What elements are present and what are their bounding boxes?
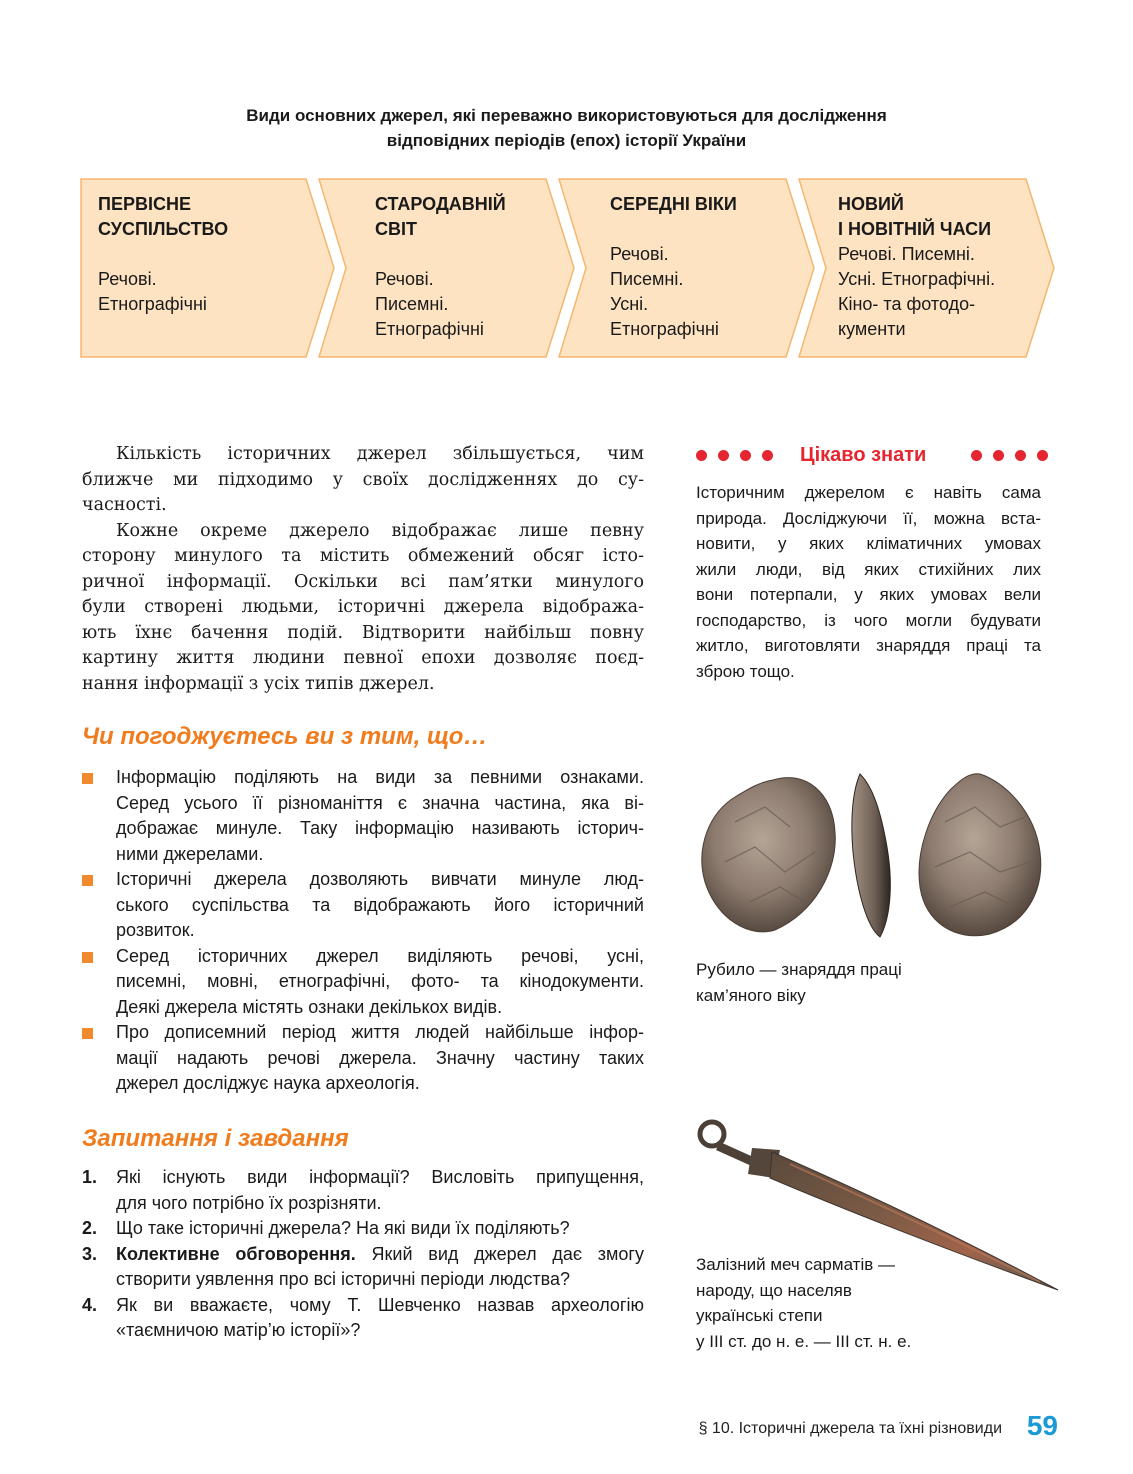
body-paragraphs: [82, 442, 644, 697]
fact-heading: [696, 441, 1058, 471]
questions-list: [82, 1165, 644, 1344]
square-bullet-icon: [82, 952, 93, 963]
list-item: Інформацію поділяють на види за певними ознаками. Серед усього її різноманіття є значна частина, яка ві- дображає минуле. Таку інформацію називають історич- ними джерелами.: [82, 765, 644, 867]
dot-icon: [971, 450, 982, 461]
period-caption: СТАРОДАВНІЙ: [375, 194, 506, 214]
table-title-line-1: Види основних джерел, які переважно використовуються для дослідження: [246, 106, 887, 125]
question-number: 4.: [82, 1294, 98, 1315]
source-type: Етнографічні: [610, 319, 719, 339]
period-caption: СВІТ: [375, 219, 417, 239]
source-type: Етнографічні: [375, 319, 484, 339]
period-chevron-1: [80, 178, 336, 358]
dot-icon: [1037, 450, 1048, 461]
page-number: 59: [1026, 1410, 1058, 1441]
question-number: 3.: [82, 1243, 98, 1264]
dot-icon: [762, 450, 773, 461]
source-type: Речові.: [98, 269, 157, 289]
source-type: Писемні.: [610, 269, 684, 289]
dot-icon: [993, 450, 1004, 461]
question-item: 2. Що таке історичні джерела? На які види їх поділяють?: [82, 1216, 644, 1242]
question-item: 1. Які існують види інформації? Висловіть припущення, для чого потрібно їх розрізняти.: [82, 1167, 644, 1213]
square-bullet-icon: [82, 1028, 93, 1039]
body-line: сторону минулого та містить обмежений обсяг істо-: [82, 546, 644, 566]
question-item: 4. Як ви вважаєте, чому Т. Шевченко назвав археологію «таємничою матір’ю історії»?: [82, 1294, 644, 1340]
body-line: Кількість історичних джерел збільшується, чим: [116, 444, 644, 464]
source-type: Речові.: [375, 269, 434, 289]
dot-icon: [740, 450, 751, 461]
period-caption: ПЕРВІСНЕ: [98, 194, 191, 214]
period-caption: СУСПІЛЬСТВО: [98, 219, 229, 239]
period-chevron-4: [798, 178, 1056, 358]
questions-heading: Запитання і завдання: [82, 1125, 349, 1152]
body-line: нання інформації з усіх типів джерел.: [82, 673, 435, 694]
body-line: Кожне окреме джерело відображає лише певну: [116, 520, 644, 541]
table-title: [150, 103, 983, 153]
source-type: Писемні.: [375, 294, 449, 314]
period-caption: НОВИЙ: [838, 194, 904, 214]
body-line: ричної інформації. Оскільки всі пам’ятки минулого: [82, 571, 644, 592]
fact-title: Цікаво знати: [800, 444, 927, 466]
source-type: Кіно- та фотодо-: [838, 294, 976, 314]
source-type: Усні.: [610, 294, 649, 314]
square-bullet-icon: [82, 875, 93, 886]
table-title-line-2: відповідних періодів (епох) історії України: [386, 131, 747, 150]
body-line: картину життя людини певної епохи дозволяє поєд-: [82, 648, 644, 668]
source-type: Речові. Писемні.: [838, 244, 975, 264]
source-type: кументи: [838, 319, 906, 339]
body-line: були створені людьми, історичні джерела відобража-: [82, 597, 644, 617]
period-chevron-2: [318, 178, 576, 358]
agree-list: [82, 765, 644, 1097]
source-type: Речові.: [610, 244, 669, 264]
source-type: Етнографічні: [98, 294, 207, 314]
body-line: часності.: [82, 495, 167, 515]
page-footer: [560, 1410, 1058, 1450]
dot-icon: [1015, 450, 1026, 461]
axe-caption: Рубило — знаряддя праці кам’яного віку: [696, 960, 902, 1005]
agree-heading: Чи погоджуєтесь ви з тим, що…: [82, 723, 488, 750]
question-number: 1.: [82, 1167, 98, 1187]
square-bullet-icon: [82, 773, 93, 784]
fact-text: Історичним джерелом є навіть сама природа. Досліджуючи її, можна вста- новити, у яких кліматичних умовах жили люди, від яких стихійних лих вони потерпали, у яких умовах вели господарство, із чого могли будувати житло, виготовляти знаряддя праці та зброю тощо.: [696, 483, 1041, 681]
dot-icon: [696, 450, 707, 461]
chapter-label: § 10. Історичні джерела та їхні різновиди: [698, 1420, 1002, 1437]
body-line: ближче ми підходимо у своїх дослідженнях до су-: [82, 469, 644, 490]
sword-caption: Залізний меч сарматів — народу, що населяв українські степи у ІІІ ст. до н. е. — ІІІ ст. н. е.: [696, 1255, 912, 1351]
hand-axe-image: [695, 752, 1057, 942]
body-line: ють їхнє бачення подій. Відтворити найбільш повну: [82, 622, 644, 643]
list-item: Про дописемний період життя людей найбільше інфор- мації надають речові джерела. Значну частину таких джерел досліджує наука археологія.: [82, 1020, 644, 1097]
question-number: 2.: [82, 1218, 98, 1238]
question-item: 3. Колективне обговорення. Який вид джерел дає змогу створити уявлення про всі історичні періоди людства?: [82, 1243, 644, 1289]
list-item: Серед історичних джерел виділяють речові, усні, писемні, мовні, етнографічні, фото- та кінодокументи. Деякі джерела містять ознаки декількох видів.: [82, 944, 644, 1021]
period-caption: СЕРЕДНІ ВІКИ: [610, 194, 737, 214]
period-chevron-3: [558, 178, 816, 358]
dot-icon: [718, 450, 729, 461]
period-caption: І НОВІТНІЙ ЧАСИ: [838, 219, 992, 239]
list-item: Історичні джерела дозволяють вивчати минуле люд- ського суспільства та відображають його історичний розвиток.: [82, 867, 644, 944]
source-type: Усні. Етнографічні.: [838, 269, 996, 289]
question-bold-label: Колективне обговорення.: [116, 1243, 356, 1264]
